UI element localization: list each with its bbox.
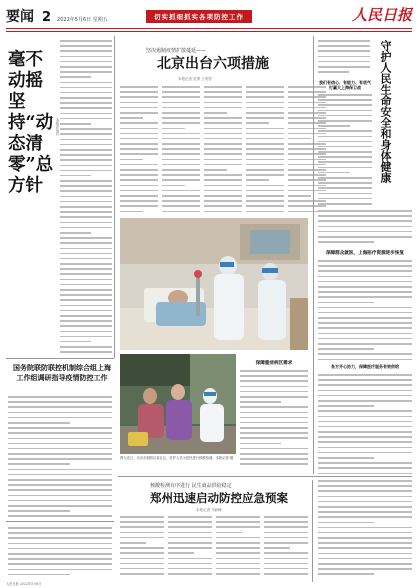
lead-byline: 本报记者 贺勇 王昊男 — [178, 77, 212, 81]
newspaper-logo: 人民日报 — [351, 6, 412, 24]
lead-headline: 北京出台六项措施 — [157, 56, 269, 72]
footer-date: 人民日报 2022年5月6日 — [6, 582, 42, 586]
section-name: 要闻 — [6, 9, 34, 25]
column-divider — [114, 36, 115, 358]
zhengzhou-col-4 — [264, 516, 308, 582]
photo-caption: 图为近日，北京市朝阳区某社区，医护人员为居民进行核酸检测。本报记者 摄 — [120, 456, 234, 460]
zhengzhou-col-3 — [216, 516, 260, 582]
subhead-confidence: 我们有信心、有能力、有底气打赢大上海保卫战 — [319, 80, 371, 91]
masthead — [6, 4, 412, 28]
right-brief — [318, 480, 412, 582]
masthead-rule — [6, 28, 412, 29]
right-body-2 — [318, 210, 412, 246]
main-photo — [120, 218, 308, 350]
commentary-body — [60, 40, 112, 358]
subhead-supply: 各方齐心协力，保障医疗服务有效供给 — [331, 364, 399, 369]
brief-body — [8, 527, 112, 581]
zhengzhou-byline: 本报记者 马跃峰 — [196, 508, 222, 512]
right-headline: 守护人民生命安全和身体健康 — [379, 40, 392, 183]
right-intro — [318, 40, 370, 76]
council-headline: 国务院联防联控机制综合组上海工作组调研指导疫情防控工作 — [13, 363, 111, 382]
subhead-medical: 保障群众就医，上海医疗资源逐步恢复 — [325, 251, 405, 256]
zhengzhou-headline: 郑州迅速启动防控应急预案 — [150, 491, 288, 505]
lead-body-col-1 — [120, 86, 158, 216]
subhead-icu: 保障重症病区需求 — [255, 361, 293, 366]
page-number: 2 — [42, 10, 52, 25]
issue-date: 2022年5月6日 星期五 — [57, 17, 108, 23]
zhengzhou-kicker: 核酸检测有序进行 民生商品供给稳定 — [150, 483, 232, 489]
secondary-photo — [120, 354, 236, 454]
lead-body-col-2 — [162, 86, 200, 216]
column-divider — [313, 36, 314, 474]
right-body-4 — [318, 374, 412, 474]
masthead-rule-thin — [6, 31, 412, 32]
section-divider — [118, 476, 412, 477]
zhengzhou-col-1 — [120, 516, 164, 582]
photo-artwork — [120, 218, 308, 350]
column-divider — [312, 480, 313, 582]
lead-body-col-4 — [246, 86, 284, 216]
zhengzhou-col-2 — [168, 516, 212, 582]
commentary-title: 毫不动摇坚持“动态清零”总方针 — [8, 50, 54, 196]
lead-body-col-3 — [204, 86, 242, 216]
lead-kicker: 坚决遏制疫情扩散蔓延—— — [146, 48, 207, 54]
section-divider — [6, 358, 114, 359]
section-tag — [6, 6, 108, 26]
section-divider — [6, 521, 114, 522]
council-body — [8, 396, 112, 518]
right-body-1 — [318, 94, 372, 206]
icu-body — [240, 370, 308, 468]
column-banner: 切实抓细抓实各项防控工作 — [146, 10, 252, 23]
right-body-3 — [318, 260, 412, 360]
commentary-author: 本报评论员 — [56, 118, 60, 136]
photo-artwork — [120, 354, 236, 454]
